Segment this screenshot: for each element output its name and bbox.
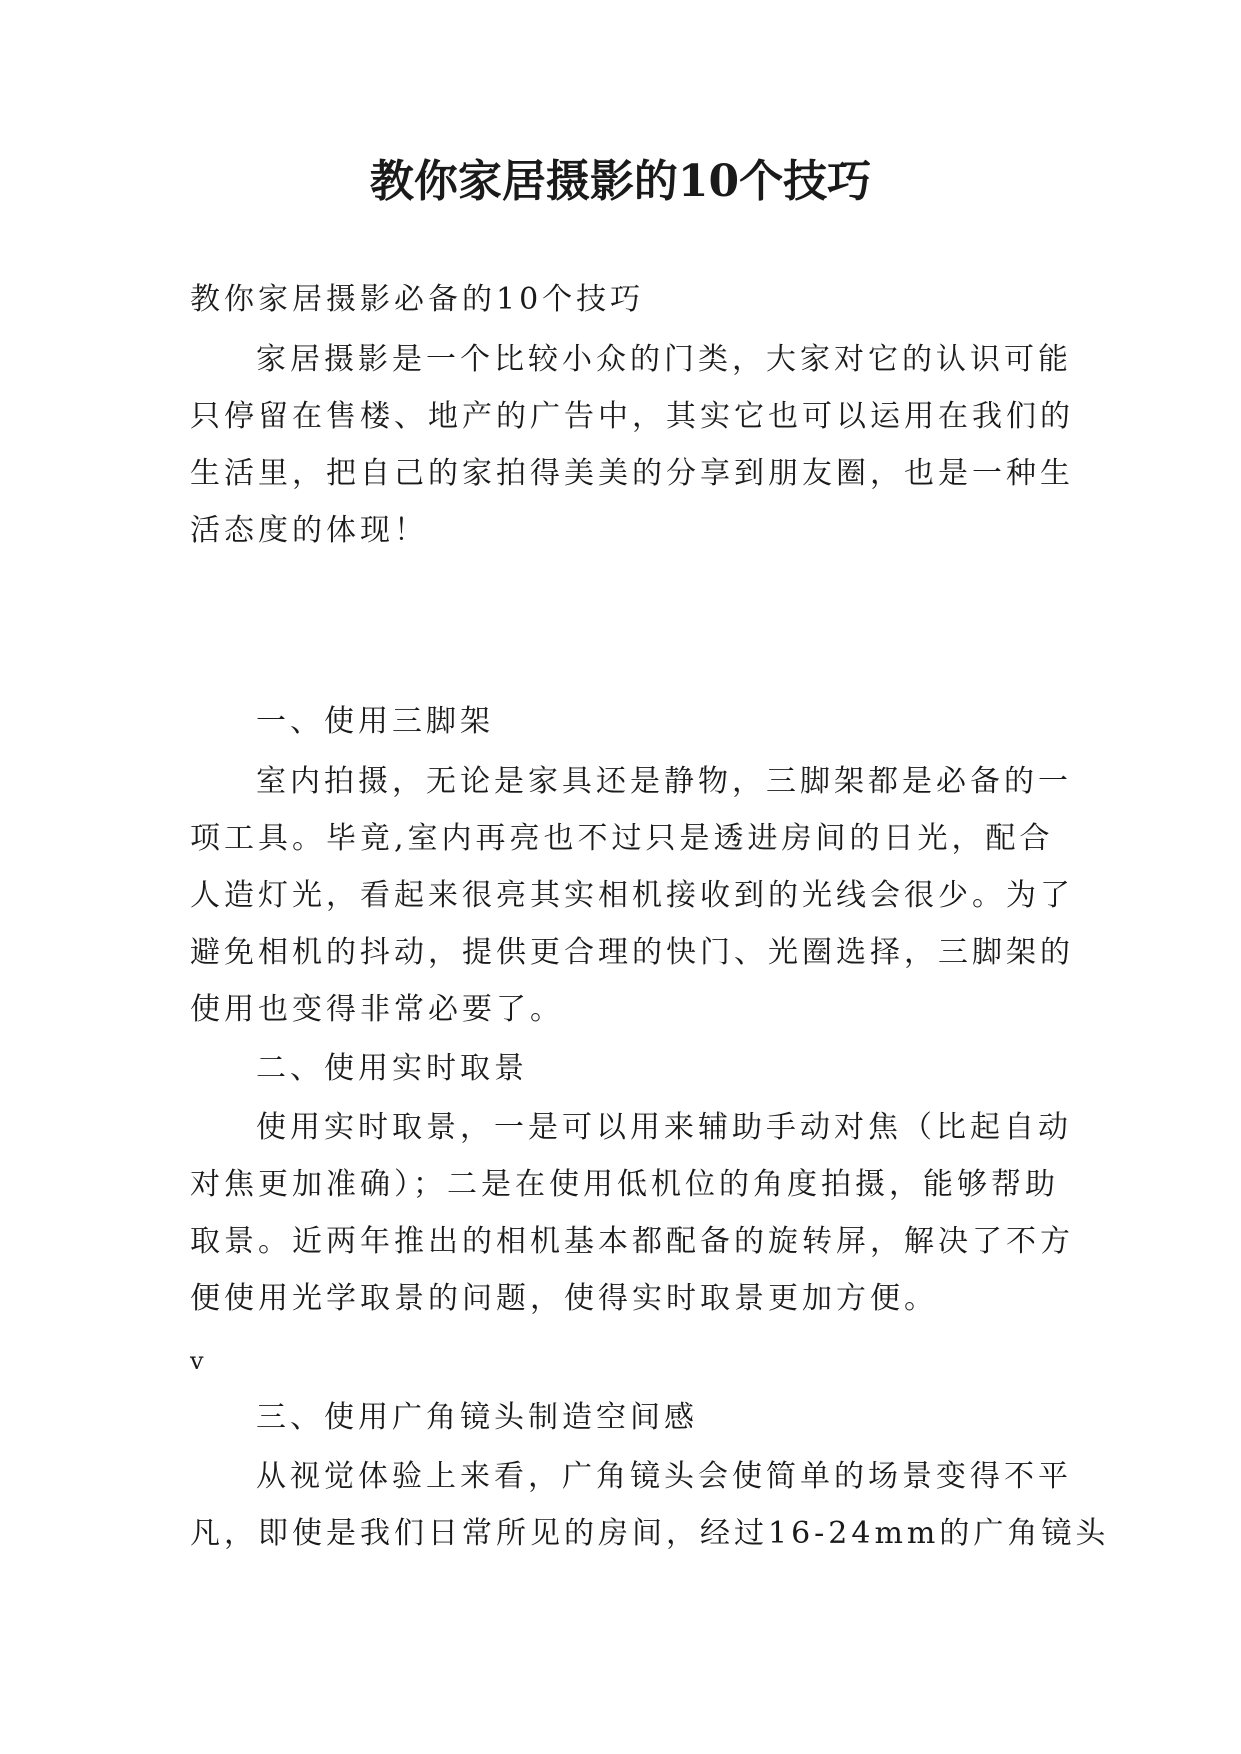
paragraph-line: 使用实时取景，一是可以用来辅助手动对焦（比起自动	[256, 1110, 1072, 1145]
document-title: 教你家居摄影的10个技巧	[369, 156, 872, 207]
subtitle-line: 教你家居摄影必备的10个技巧	[190, 282, 645, 317]
paragraph-line: 对焦更加准确）；二是在使用低机位的角度拍摄，能够帮助	[190, 1167, 1059, 1202]
paragraph-line: 人造灯光，看起来很亮其实相机接收到的光线会很少。为了	[190, 878, 1074, 913]
paragraph-line: 室内拍摄，无论是家具还是静物，三脚架都是必备的一	[256, 764, 1072, 799]
paragraph-line: 活态度的体现！	[190, 513, 428, 548]
paragraph-line: 生活里，把自己的家拍得美美的分享到朋友圈，也是一种生	[190, 456, 1074, 491]
paragraph-line: 凡，即使是我们日常所见的房间，经过16-24mm的广角镜头	[190, 1516, 1110, 1551]
section-heading-3: 三、使用广角镜头制造空间感	[256, 1400, 698, 1435]
paragraph-line: 项工具。毕竟,室内再亮也不过只是透进房间的日光，配合	[190, 821, 1054, 856]
paragraph-line: 家居摄影是一个比较小众的门类，大家对它的认识可能	[256, 342, 1072, 377]
paragraph-line: 取景。近两年推出的相机基本都配备的旋转屏，解决了不方	[190, 1224, 1074, 1259]
paragraph-line: 只停留在售楼、地产的广告中，其实它也可以运用在我们的	[190, 399, 1074, 434]
section-heading-2: 二、使用实时取景	[256, 1051, 528, 1086]
section-heading-1: 一、使用三脚架	[256, 704, 494, 739]
stray-character: v	[190, 1347, 204, 1375]
paragraph-line: 便使用光学取景的问题，使得实时取景更加方便。	[190, 1281, 938, 1316]
paragraph-line: 避免相机的抖动，提供更合理的快门、光圈选择，三脚架的	[190, 935, 1074, 970]
paragraph-line: 使用也变得非常必要了。	[190, 992, 564, 1027]
paragraph-line: 从视觉体验上来看，广角镜头会使简单的场景变得不平	[256, 1459, 1072, 1494]
